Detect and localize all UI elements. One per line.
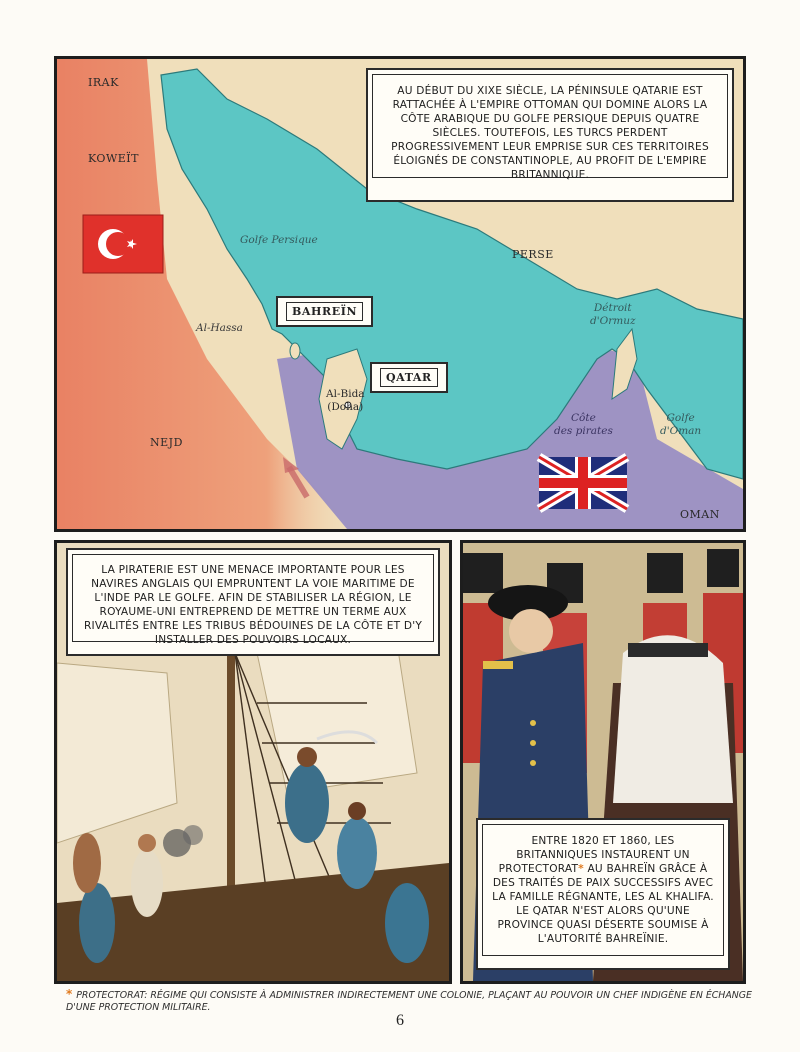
label-des-pirates: des pirates — [554, 425, 613, 437]
label-al-bida — [326, 388, 365, 414]
caption-piracy-text: LA PIRATERIE EST UNE MENACE IMPORTANTE POUR LES NAVIRES ANGLAIS QUI EMPRUNTENT LA VOIE MARITIME DE L'INDE PAR LE GOLFE. AFIN DE STABILISER LA RÉGION, LE ROYAUME-UNI ENTREPREND DE METTRE UN TERME AUX RIVALITÉS ENTRE LES TRIBUS BÉDOUINES DE LA CÔTE ET D'Y INSTALLER DES POUVOIRS LOCAUX. — [72, 554, 434, 642]
label-koweit: KOWEÏT — [88, 152, 139, 165]
footnote — [66, 988, 756, 1014]
label-doha: (Doha) — [327, 401, 364, 413]
label-detroit: Détroit — [593, 302, 632, 314]
tag-qatar — [370, 362, 448, 393]
asterisk-marker: * — [578, 863, 584, 875]
caption-protectorate-part1: ENTRE 1820 ET 1860, LES BRITANNIQUES INSTAURENT UN PROTECTORAT — [498, 835, 690, 875]
caption-piracy — [66, 548, 440, 656]
page-number: 6 — [396, 1012, 404, 1029]
label-cote: Côte — [571, 412, 596, 424]
tag-qatar-text: QATAR — [380, 368, 438, 387]
label-golfe: Golfe — [666, 412, 695, 424]
caption-protectorate-part2: AU BAHREÏN GRÂCE À DES TRAITÉS DE PAIX SUCCESSIFS AVEC LA FAMILLE RÉGNANTE, LES AL KHALIFA. LE QATAR N'EST ALORS QU'UNE PROVINCE QUASI DÉSERTE SOUMISE À L'AUTORITÉ BAHREÏNIE. — [492, 863, 714, 945]
footnote-text: PROTECTORAT: RÉGIME QUI CONSISTE À ADMINISTRER INDIRECTEMENT UNE COLONIE, PLAÇANT AU POUVOIR UN CHEF INDIGÈNE EN ÉCHANGE D'UNE PROTECTION MILITAIRE. — [66, 990, 752, 1013]
caption-protectorate-box — [482, 824, 724, 956]
footnote-star: * — [66, 987, 73, 1001]
label-golfe-persique: Golfe Persique — [240, 234, 318, 246]
ottoman-flag — [83, 215, 163, 273]
label-detroit-ormuz — [590, 302, 636, 328]
tag-bahrein — [276, 296, 373, 327]
label-golfe-oman — [660, 412, 701, 438]
label-nejd: NEJD — [150, 436, 183, 449]
label-cote-pirates — [554, 412, 613, 438]
label-irak: IRAK — [88, 76, 119, 89]
bahrain-island — [290, 343, 300, 359]
tag-bahrein-text: BAHREÏN — [286, 302, 363, 321]
british-flag — [539, 457, 627, 509]
label-ormuz: d'Ormuz — [590, 315, 636, 327]
label-al-bida-name: Al-Bida — [326, 388, 365, 400]
label-oman-gulf: d'Oman — [660, 425, 702, 437]
caption-ottoman-empire — [366, 68, 734, 202]
label-oman: OMAN — [680, 508, 720, 521]
label-perse: PERSE — [512, 248, 554, 261]
caption-ottoman-text: AU DÉBUT DU XIXE SIÈCLE, LA PÉNINSULE QATARIE EST RATTACHÉE À L'EMPIRE OTTOMAN QUI DOMINE ALORS LA CÔTE ARABIQUE DU GOLFE PERSIQUE DEPUIS QUATRE SIÈCLES. TOUTEFOIS, LES TURCS PERDENT PROGRESSIVEMENT LEUR EMPRISE SUR CES TERRITOIRES ÉLOIGNÉS DE CONSTANTINOPLE, AU PROFIT DE L'EMPIRE BRITANNIQUE. — [372, 74, 728, 178]
caption-protectorate — [476, 818, 730, 970]
label-al-hassa: Al-Hassa — [196, 322, 243, 334]
